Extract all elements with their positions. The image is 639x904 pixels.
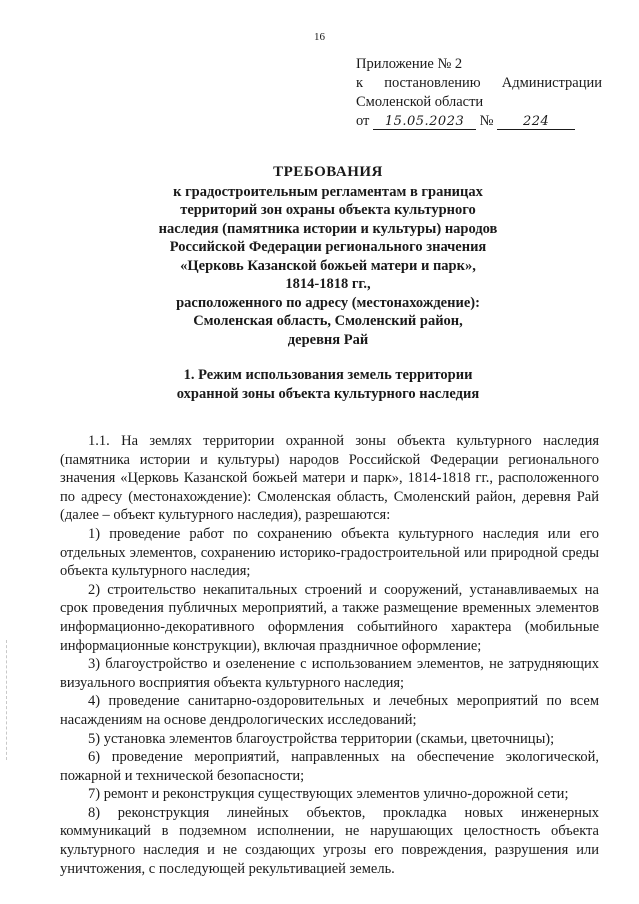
title-line: «Церковь Казанской божьей матери и парк», — [180, 257, 476, 274]
title-line: наследия (памятника истории и культуры) народов — [158, 220, 498, 237]
paragraph-item-1: 1) проведение работ по сохранению объекта культурного наследия или его отдельных элементов, сохранению историко-градостроительной или природной среды объекта культурного наследия; — [60, 525, 599, 580]
paragraph-item-8: 8) реконструкция линейных объектов, прокладка новых инженерных коммуникаций в подземном исполнении, не нарушающих целостность объекта культурного наследия и не создающих угрозы его повреждения, разрушения или уничтожения, с последующей рекультивацией земель. — [60, 804, 599, 877]
number-prefix: № — [479, 113, 494, 129]
page-number: 16 — [314, 31, 325, 43]
body-text — [60, 432, 599, 878]
date-prefix: от — [356, 113, 370, 129]
title-line: деревня Рай — [287, 331, 369, 348]
appendix-to: к — [356, 75, 364, 91]
handwritten-number: 224 — [497, 115, 575, 130]
appendix-header — [356, 55, 602, 131]
title-main: ТРЕБОВАНИЯ — [273, 164, 383, 180]
section-heading-line: охранной зоны объекта культурного наследия — [176, 385, 480, 402]
section-heading-line: 1. Режим использования земель территории — [183, 367, 473, 383]
paragraph-item-7: 7) ремонт и реконструкция существующих элементов улично-дорожной сети; — [88, 786, 569, 803]
title-line: 1814-1818 гг., — [285, 276, 371, 292]
paragraph-item-4: 4) проведение санитарно-оздоровительных и лечебных мероприятий по всем насаждениям на основе дендрологических исследований; — [60, 693, 599, 728]
appendix-title: Приложение № 2 — [356, 56, 463, 72]
appendix-administration: Администрации — [501, 75, 602, 91]
handwritten-date: 15.05.2023 — [373, 115, 476, 130]
section-heading — [60, 366, 596, 403]
paragraph-item-6: 6) проведение мероприятий, направленных на обеспечение экологической, пожарной и технической безопасности; — [60, 749, 599, 784]
appendix-resolution-line — [356, 74, 602, 93]
title-line: к градостроительным регламентам в границах — [173, 183, 483, 200]
title-line: Российской Федерации регионального значения — [169, 239, 487, 255]
appendix-date-number — [356, 112, 602, 131]
title-line: Смоленская область, Смоленский район, — [193, 313, 463, 329]
paragraph-item-3: 3) благоустройство и озеленение с использованием элементов, не затрудняющих визуального восприятия объекта культурного наследия; — [60, 656, 599, 691]
document-title — [60, 163, 596, 349]
paragraph-1-1: 1.1. На землях территории охранной зоны объекта культурного наследия (памятника истории и культуры) народов Российской Федерации регионального значения «Церковь Казанской божьей матери и парк», 1814-1818 гг., расположенного по адресу (местонахождение): Смоленская область, Смоленский район, деревня Рай (далее – объект культурного наследия), разрешаются: — [60, 433, 599, 524]
title-line: территорий зон охраны объекта культурного — [180, 202, 476, 218]
paragraph-item-5: 5) установка элементов благоустройства территории (скамьи, цветочницы); — [88, 730, 555, 747]
scan-margin-mark — [6, 640, 9, 760]
appendix-resolution: постановлению — [384, 75, 481, 91]
appendix-region: Смоленской области — [356, 94, 484, 110]
paragraph-item-2: 2) строительство некапитальных строений и сооружений, устанавливаемых на срок проведения публичных мероприятий, а также размещение временных элементов информационно-декоративного оформления событийного характера (мобильные информационные конструкции), включая праздничное оформление; — [60, 581, 599, 654]
title-line: расположенного по адресу (местонахождение): — [176, 294, 480, 311]
